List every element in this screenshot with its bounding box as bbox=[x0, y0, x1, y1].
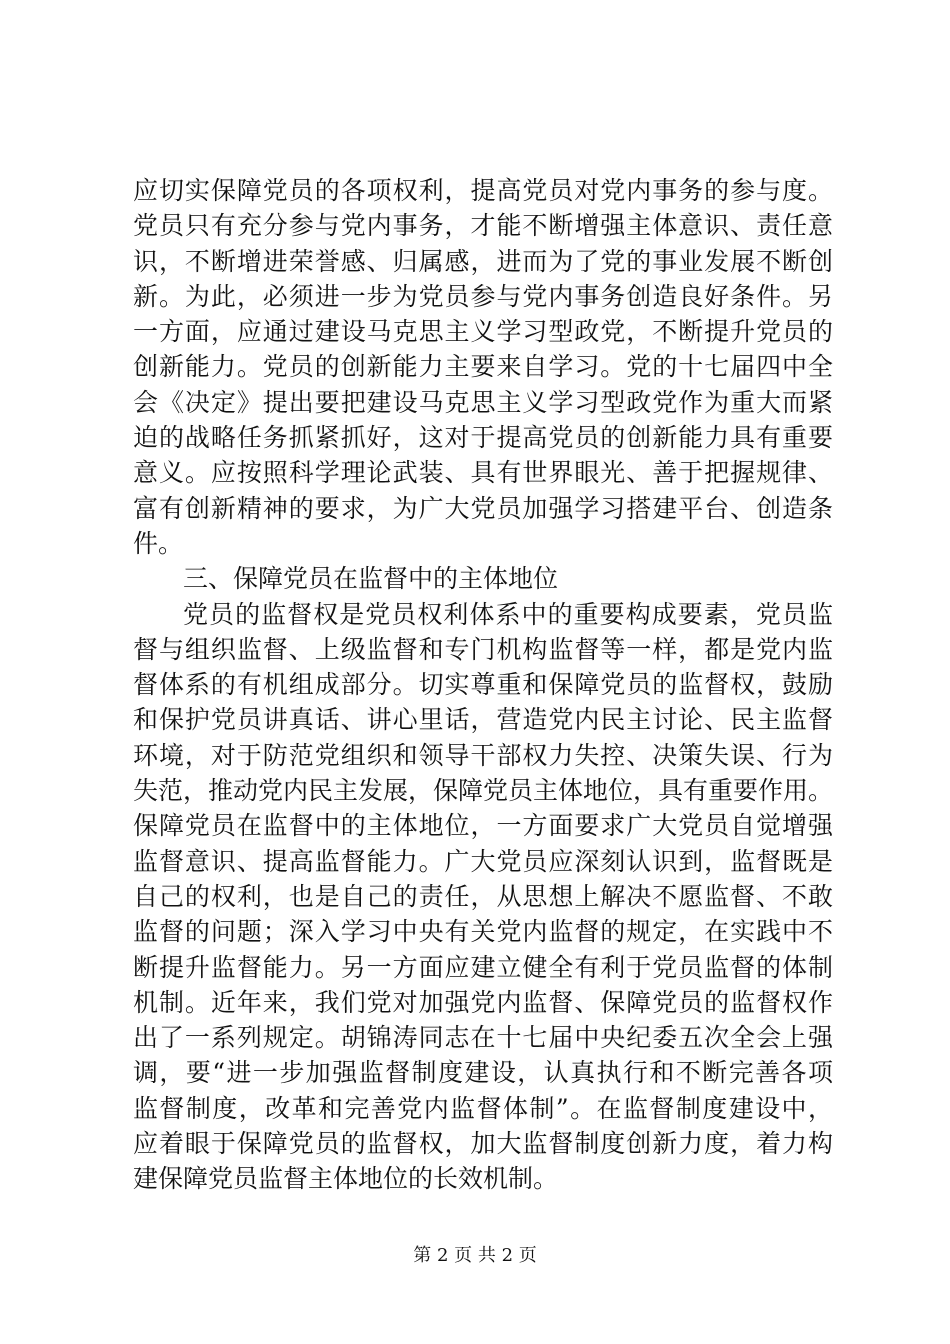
text-line: 机制。近年来，我们党对加强党内监督、保障党员的监督权作 bbox=[133, 987, 833, 1017]
section-heading: 三、保障党员在监督中的主体地位 bbox=[183, 564, 559, 594]
text-line: 会《决定》提出要把建设马克思主义学习型政党作为重大而紧 bbox=[133, 387, 833, 417]
text-line: 迫的战略任务抓紧抓好，这对于提高党员的创新能力具有重要 bbox=[133, 423, 833, 453]
text-line: 出了一系列规定。胡锦涛同志在十七届中央纪委五次全会上强 bbox=[133, 1023, 833, 1053]
text-line: 和保护党员讲真话、讲心里话，营造党内民主讨论、民主监督 bbox=[133, 705, 833, 735]
page-number-label: 第 2 页 共 2 页 bbox=[413, 1245, 537, 1266]
text-line: 一方面，应通过建设马克思主义学习型政党，不断提升党员的 bbox=[133, 317, 833, 347]
text-line: 件。 bbox=[133, 528, 184, 558]
text-line: 监督的问题；深入学习中央有关党内监督的规定，在实践中不 bbox=[133, 917, 833, 947]
text-line: 监督制度，改革和完善党内监督体制”。在监督制度建设中， bbox=[133, 1093, 833, 1123]
text-line: 督体系的有机组成部分。切实尊重和保障党员的监督权，鼓励 bbox=[133, 670, 833, 700]
text-line: 督与组织监督、上级监督和专门机构监督等一样，都是党内监 bbox=[133, 634, 833, 664]
text-line: 识，不断增进荣誉感、归属感，进而为了党的事业发展不断创 bbox=[133, 246, 833, 276]
text-line: 应着眼于保障党员的监督权，加大监督制度创新力度，着力构 bbox=[133, 1129, 833, 1159]
text-line: 意义。应按照科学理论武装、具有世界眼光、善于把握规律、 bbox=[133, 458, 833, 488]
text-line: 保障党员在监督中的主体地位，一方面要求广大党员自觉增强 bbox=[133, 811, 833, 841]
text-line: 监督意识、提高监督能力。广大党员应深刻认识到，监督既是 bbox=[133, 846, 833, 876]
text-line: 自己的权利，也是自己的责任，从思想上解决不愿监督、不敢 bbox=[133, 881, 833, 911]
body-text bbox=[133, 173, 833, 1197]
text-line: 断提升监督能力。另一方面应建立健全有利于党员监督的体制 bbox=[133, 952, 833, 982]
text-line: 失范，推动党内民主发展，保障党员主体地位，具有重要作用。 bbox=[133, 776, 834, 806]
text-line: 富有创新精神的要求，为广大党员加强学习搭建平台、创造条 bbox=[133, 493, 833, 523]
text-line: 调，要“进一步加强监督制度建设，认真执行和不断完善各项 bbox=[133, 1058, 833, 1088]
text-line: 应切实保障党员的各项权利，提高党员对党内事务的参与度。 bbox=[133, 176, 833, 205]
text-line: 党员只有充分参与党内事务，才能不断增强主体意识、责任意 bbox=[133, 211, 833, 241]
text-line: 建保障党员监督主体地位的长效机制。 bbox=[133, 1164, 559, 1194]
text-line: 创新能力。党员的创新能力主要来自学习。党的十七届四中全 bbox=[133, 352, 833, 382]
page-footer bbox=[0, 1244, 950, 1268]
text-line: 新。为此，必须进一步为党员参与党内事务创造良好条件。另 bbox=[133, 281, 833, 311]
text-line: 党员的监督权是党员权利体系中的重要构成要素，党员监 bbox=[183, 599, 833, 629]
text-line: 环境，对于防范党组织和领导干部权力失控、决策失误、行为 bbox=[133, 740, 833, 770]
